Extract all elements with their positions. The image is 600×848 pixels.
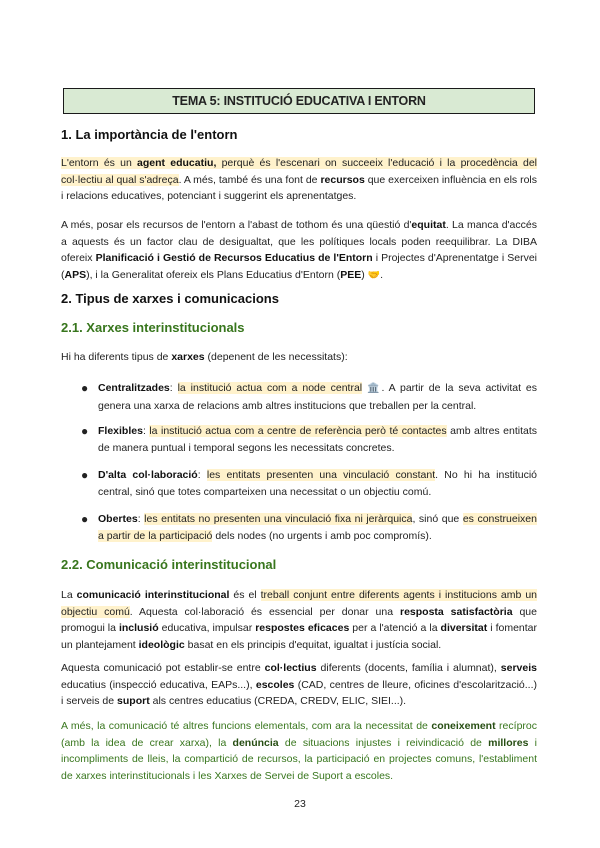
handshake-icon: 🤝 (367, 269, 381, 281)
paragraph-equitat: A més, posar els recursos de l'entorn a l'abast de tothom és una qüestió d'equitat. La manca d'accés a aquests és un factor clau de desigualtat, que les polítiques locals poden reequilibrar. La DIBA ofereix Planificació i Gestió de Recursos Educatius de l'Entorn i Projectes d'Aprenentatge i Servei (APS), i la Generalitat ofereix els Plans Educatius d'Entorn (PEE) 🤝. (61, 219, 537, 281)
paragraph-funcions: A més, la comunicació té altres funcions elementals, com ara la necessitat de coneixement recíproc (amb la idea de crear xarxa), la denúncia de situacions injustes i reivindicació de millores i incompliments de lleis, la compartició de recursos, la participació en projectes comuns, l'establiment de xarxes interinstitucionals i les Xarxes de Servei de Suport a escoles. (61, 720, 538, 782)
paragraph-entorn-agent: L'entorn és un agent educatiu, perquè és l'escenari on succeeix l'educació i la procedència del col·lectiu al qual s'adreça. A més, també és una font de recursos que exerceixen influència en els rols i relacions educatives, potenciant i suggerint els aprenentatges. (61, 157, 538, 202)
section-heading: 2. Tipus de xarxes i comunicacions (61, 291, 279, 306)
bullet-icon: ● (81, 468, 89, 482)
classical-building-icon: 🏛️ (367, 383, 382, 394)
paragraph-agents: Aquesta comunicació pot establir-se entre col·lectius diferents (docents, família i alumnat), serveis educatius (inspecció educativa, EAPs...), escoles (CAD, centres de lleure, oficines d'escolarització...) i serveis de suport als centres educatius (CREDA, CREDV, ELIC, SIEI...). (61, 662, 537, 707)
bullet-icon: ● (81, 381, 89, 395)
bullet-icon: ● (81, 512, 89, 526)
subsection-heading: 2.2. Comunicació interinstitucional (61, 557, 277, 572)
bullet-icon: ● (81, 424, 89, 438)
document-page: TEMA 5: INSTITUCIÓ EDUCATIVA I ENTORN 1. La importància de l'entorn L'entorn és un agent educatiu, perquè és l'escenari on succeeix l'educació i la procedència del col·lectiu al qual s'adreça. A més, també és una font de recursos que exerceixen influència en els rols i relacions educatives, potenciant i suggerint els aprenentatges. A més, posar els recursos de l'entorn a l'abast de tothom és una qüestió d'equitat. La manca d'accés a aquests és un factor clau de desigualtat, que les polítiques locals poden reequilibrar. La DIBA ofereix Planificació i Gestió de Recursos Educatius de l'Entorn i Projectes d'Aprenentatge i Servei (APS), i la Generalitat ofereix els Plans Educatius d'Entorn (PEE) 🤝. 2. Tipus de xarxes i comunicacions 2.1. Xarxes interinstitucionals Hi ha diferents tipus de xarxes (depenent de les necessitats): ● Centralitzades: la institució actua com a node central 🏛️. A partir de la seva activitat es genera una xarxa de relacions amb altres institucions que treballen per la central. ● Flexibles: la institució actua com a centre de referència però té contactes amb altres entitats de manera puntual i temporal segons les necessitats concretes. ● D'alta col·laboració: les entitats presenten una vinculació constant. No hi ha institució central, sinó que totes comparteixen una necessitat o un objectiu comú. ● Obertes: les entitats no presenten una vinculació fixa ni jeràrquica, sinó que es construeixen a partir de la participació dels nodes (no urgents i amb poc compromís). 2.2. Comunicació interinstitucional La comunicació interinstitucional és el treball conjunt entre diferents agents i institucions amb un objectiu comú. Aquesta col·laboració és essencial per donar una resposta satisfactòria que promogui la inclusió educativa, impulsar respostes eficaces per a l'atenció a la diversitat i fomentar un plantejament ideològic basat en els principis d'equitat, igualtat i justícia social. Aquesta comunicació pot establir-se entre col·lectius diferents (docents, família i alumnat), serveis educatius (inspecció educativa, EAPs...), escoles (CAD, centres de lleure, oficines d'escolarització...) i serveis de suport als centres educatius (CREDA, CREDV, ELIC, SIEI...). A més, la comunicació té altres funcions elementals, com ara la necessitat de coneixement recíproc (amb la idea de crear xarxa), la denúncia de situacions injustes i reivindicació de millores i incompliments de lleis, la compartició de recursos, la participació en projectes comuns, l'establiment de xarxes interinstitucionals i les Xarxes de Servei de Suport a escoles. 23 (0, 0, 600, 848)
paragraph-xarxes-intro: Hi ha diferents tipus de xarxes (depenent de les necessitats): (61, 351, 348, 363)
page-title: TEMA 5: INSTITUCIÓ EDUCATIVA I ENTORN (63, 88, 535, 114)
paragraph-comunicacio: La comunicació interinstitucional és el treball conjunt entre diferents agents i institucions amb un objectiu comú. Aquesta col·laboració és essencial per donar una resposta satisfactòria que promogui la inclusió educativa, impulsar respostes eficaces per a l'atenció a la diversitat i fomentar un plantejament ideològic basat en els principis d'equitat, igualtat i justícia social. (61, 589, 538, 651)
section-heading: 1. La importància de l'entorn (61, 127, 238, 142)
subsection-heading: 2.1. Xarxes interinstitucionals (61, 320, 245, 335)
page-number: 23 (294, 798, 306, 810)
